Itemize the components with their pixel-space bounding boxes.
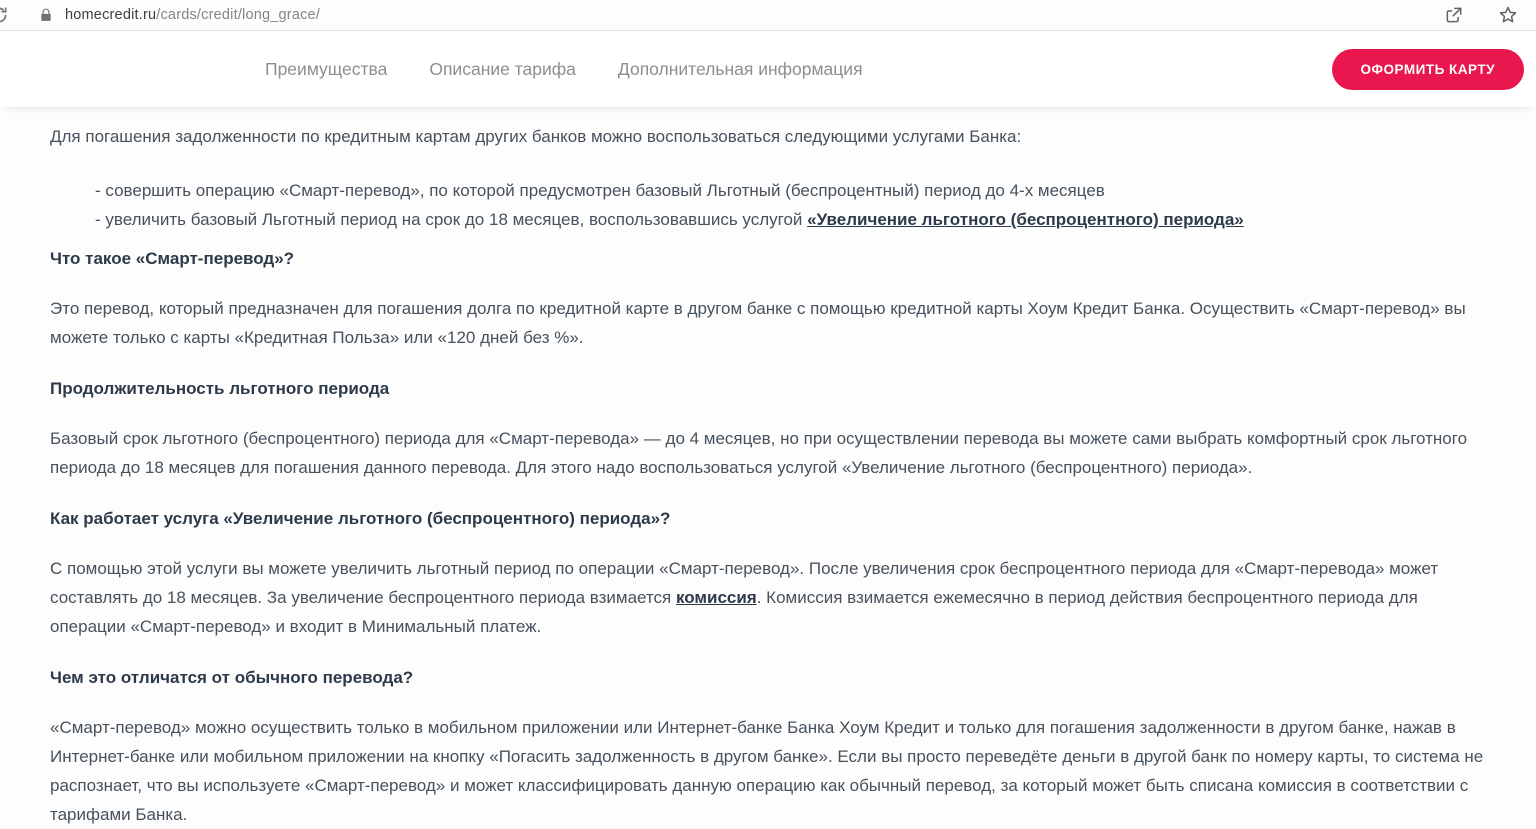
- browser-url-bar: [0, 0, 1536, 31]
- main-content: [0, 107, 1536, 829]
- section-what-is-smart-transfer: [50, 244, 1496, 352]
- commission-link[interactable]: комиссия: [675, 588, 757, 607]
- paragraph-text: . Комиссия взимается ежемесячно в период действия беспроцентного периода для операции «Смарт-перевод» и входит в Минимальный платеж.: [50, 588, 1418, 636]
- list-item: [95, 205, 1496, 234]
- section-paragraph: Базовый срок льготного (беспроцентного) периода для «Смарт-перевода» — до 4 месяцев, но при осуществлении перевода вы можете сами выбрать комфортный срок льготного периода до 18 месяцев для погашения данного перевода. Для этого надо воспользоваться услугой «Увеличение льготного (беспроцентного) периода».: [50, 429, 1468, 477]
- order-card-button[interactable]: ОФОРМИТЬ КАРТУ: [1332, 49, 1524, 90]
- url-domain: homecredit.ru: [65, 7, 157, 23]
- section-heading: Продолжительность льготного периода: [50, 379, 390, 398]
- bookmark-star-icon[interactable]: [1498, 5, 1518, 25]
- list-item-text: - увеличить базовый Льготный период на срок до 18 месяцев, воспользовавшись услугой: [95, 210, 808, 229]
- page-nav: [0, 31, 1536, 107]
- lock-icon[interactable]: [39, 8, 53, 22]
- section-heading: Что такое «Смарт-перевод»?: [50, 249, 295, 268]
- section-difference-from-regular-transfer: [50, 663, 1496, 829]
- grace-period-increase-link[interactable]: «Увеличение льготного (беспроцентного) периода»: [807, 210, 1244, 229]
- section-paragraph: Это перевод, который предназначен для погашения долга по кредитной карте в другом банке с помощью кредитной карты Хоум Кредит Банка. Осуществить «Смарт-перевод» вы можете только с карты «Кредитная Польза» или «120 дней без %».: [50, 299, 1466, 347]
- url-text[interactable]: [65, 7, 320, 23]
- section-heading: Как работает услуга «Увеличение льготного (беспроцентного) периода»?: [50, 509, 671, 528]
- section-how-service-works: [50, 504, 1496, 641]
- section-grace-period-duration: [50, 374, 1496, 482]
- share-icon[interactable]: [1444, 5, 1464, 25]
- intro-paragraph: Для погашения задолженности по кредитным картам других банков можно воспользоваться следующими услугами Банка:: [50, 127, 1022, 146]
- list-item-text: - совершить операцию «Смарт-перевод», по которой предусмотрен базовый Льготный (беспроцентный) период до 4-х месяцев: [95, 181, 1105, 200]
- nav-item-tariff-description[interactable]: Описание тарифа: [429, 58, 576, 79]
- section-paragraph: «Смарт-перевод» можно осуществить только в мобильном приложении или Интернет-банке Банка Хоум Кредит и только для погашения задолженности в другом банке, нажав в Интернет-банке или мобильном приложении на кнопку «Погасить задолженность в другом банке». Если вы просто переведёте деньги в другой банк по номеру карты, то система не распознает, что вы используете «Смарт-перевод» и может классифицировать данную операцию как обычный перевод, за который может быть списана комиссия в соответствии с тарифами Банка.: [50, 718, 1484, 824]
- services-list: [95, 176, 1496, 234]
- section-heading: Чем это отличатся от обычного перевода?: [50, 668, 414, 687]
- section-paragraph: [50, 554, 1496, 641]
- list-item: [95, 176, 1496, 205]
- nav-item-advantages[interactable]: Преимущества: [265, 58, 388, 79]
- reload-icon[interactable]: [0, 5, 9, 25]
- url-path: /cards/credit/long_grace/: [156, 7, 321, 23]
- nav-item-additional-info[interactable]: Дополнительная информация: [617, 58, 863, 79]
- paragraph-text: С помощью этой услуги вы можете увеличить льготный период по операции «Смарт-перевод». После увеличения срок беспроцентного периода для «Смарт-перевода» может составлять до 18 месяцев. За увеличение беспроцентного периода взимается: [50, 559, 1439, 607]
